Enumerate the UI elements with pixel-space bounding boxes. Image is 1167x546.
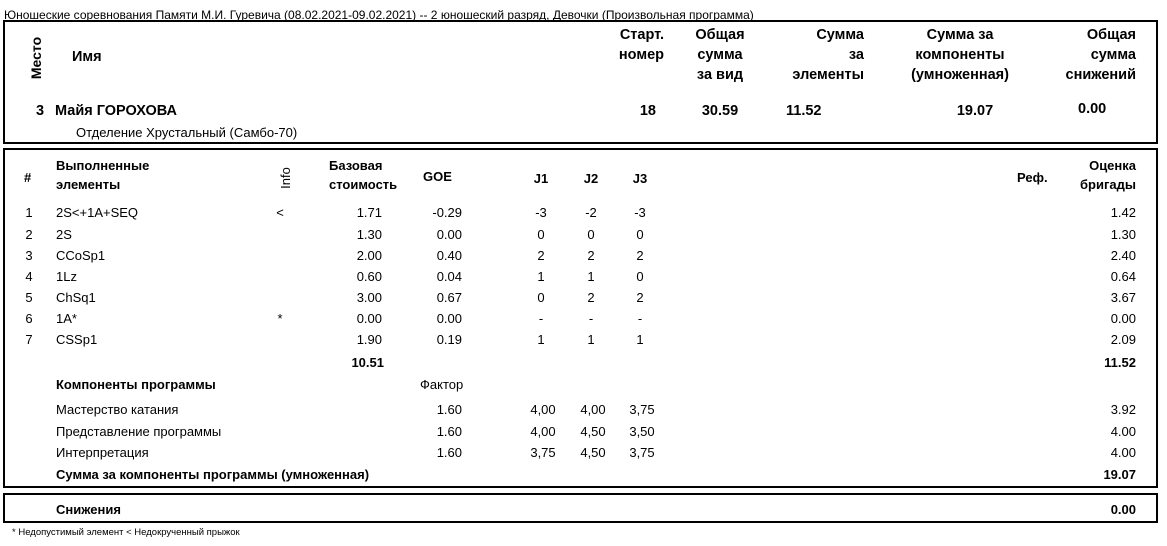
cell-j1: 2 [537, 248, 545, 263]
cell-n: 4 [25, 269, 33, 284]
col-base: Базовая стоимость [329, 158, 398, 192]
col-score: Оценка бригады [1080, 158, 1136, 192]
header-name: Имя [72, 49, 102, 65]
cell-score: 1.42 [1110, 205, 1136, 220]
header-components-sum: Сумма за компоненты (умноженная) [911, 27, 1009, 83]
cell-score: 3.67 [1110, 290, 1136, 305]
factor-label: Фактор [420, 377, 464, 392]
cell-el: 2S [56, 227, 72, 242]
component-cell-j1: 4,00 [530, 402, 556, 417]
skater-elements: 11.52 [786, 103, 822, 119]
skater-place: 3 [36, 103, 45, 119]
event-title: Юношеские соревнования Памяти М.И. Гуревича (08.02.2021-09.02.2021) -- 2 юношеский разряд, Девочки (Произвольная программа) [4, 8, 754, 22]
deductions-box [3, 493, 1158, 523]
col-ref: Реф. [1017, 170, 1048, 185]
cell-base: 2.00 [356, 248, 382, 263]
cell-j2: 1 [587, 269, 595, 284]
component-cell-j3: 3,50 [629, 424, 655, 439]
component-cell-j3: 3,75 [629, 402, 655, 417]
cell-el: ChSq1 [56, 290, 96, 305]
cell-j3: 0 [636, 269, 644, 284]
cell-j1: 1 [537, 269, 545, 284]
cell-score: 2.09 [1110, 332, 1136, 347]
cell-goe: 0.19 [436, 332, 462, 347]
components-total-label: Сумма за компоненты программы (умноженная) [56, 467, 370, 482]
deductions-value: 0.00 [1110, 502, 1136, 517]
component-cell-score: 4.00 [1110, 445, 1136, 460]
component-cell-j2: 4,50 [580, 445, 606, 460]
cell-n: 6 [25, 311, 33, 326]
component-cell-factor: 1.60 [436, 424, 462, 439]
component-cell-j2: 4,00 [580, 402, 606, 417]
cell-score: 2.40 [1110, 248, 1136, 263]
cell-el: CSSp1 [56, 332, 98, 347]
cell-j1: -3 [535, 205, 547, 220]
col-num: # [24, 170, 32, 185]
header-place: Место [28, 36, 44, 80]
component-cell-name: Интерпретация [56, 445, 149, 460]
cell-j2: 2 [587, 290, 595, 305]
cell-n: 5 [25, 290, 33, 305]
component-cell-name: Представление программы [56, 424, 222, 439]
skater-total: 30.59 [701, 103, 739, 119]
component-cell-j2: 4,50 [580, 424, 606, 439]
cell-j2: 1 [587, 332, 595, 347]
cell-score: 1.30 [1110, 227, 1136, 242]
cell-j3: - [637, 311, 643, 326]
skater-club: Отделение Хрустальный (Самбо-70) [76, 125, 298, 140]
cell-j3: 0 [636, 227, 644, 242]
cell-goe: 0.04 [436, 269, 462, 284]
cell-base: 3.00 [356, 290, 382, 305]
cell-goe: 0.00 [436, 311, 462, 326]
cell-goe: 0.40 [436, 248, 462, 263]
components-title: Компоненты программы [56, 377, 216, 392]
cell-el: 1Lz [56, 269, 77, 284]
component-cell-score: 4.00 [1110, 424, 1136, 439]
component-cell-score: 3.92 [1110, 402, 1136, 417]
cell-j3: 1 [636, 332, 644, 347]
skater-deductions: 0.00 [1078, 101, 1107, 117]
cell-goe: -0.29 [432, 205, 462, 220]
skater-name: Майя ГОРОХОВА [55, 103, 178, 119]
cell-j1: 1 [537, 332, 545, 347]
cell-base: 1.71 [356, 205, 382, 220]
cell-n: 2 [25, 227, 33, 242]
col-elements: Выполненные элементы [56, 158, 150, 192]
cell-base: 1.90 [356, 332, 382, 347]
cell-base: 0.00 [356, 311, 382, 326]
cell-j2: - [588, 311, 594, 326]
skater-components: 19.07 [956, 103, 994, 119]
cell-j3: 2 [636, 248, 644, 263]
component-cell-name: Мастерство катания [56, 402, 179, 417]
cell-j1: 0 [537, 290, 545, 305]
cell-el: 1A* [56, 311, 77, 326]
component-cell-factor: 1.60 [436, 445, 462, 460]
cell-info: * [277, 311, 283, 326]
cell-n: 7 [25, 332, 33, 347]
cell-j2: -2 [585, 205, 597, 220]
col-j1: J1 [533, 171, 549, 186]
cell-j2: 0 [587, 227, 595, 242]
deductions-label: Снижения [56, 502, 121, 517]
cell-goe: 0.00 [436, 227, 462, 242]
score-total: 11.52 [1104, 355, 1136, 370]
col-info: Info [278, 167, 293, 189]
cell-base: 1.30 [356, 227, 382, 242]
cell-score: 0.64 [1110, 269, 1136, 284]
component-cell-j1: 4,00 [530, 424, 556, 439]
col-goe: GOE [423, 169, 452, 184]
header-total: Общая сумма за вид [695, 27, 745, 83]
component-cell-j1: 3,75 [530, 445, 556, 460]
cell-base: 0.60 [356, 269, 382, 284]
component-cell-j3: 3,75 [629, 445, 655, 460]
cell-j3: -3 [634, 205, 646, 220]
cell-el: 2S<+1A+SEQ [56, 205, 139, 220]
cell-j3: 2 [636, 290, 644, 305]
cell-j2: 2 [587, 248, 595, 263]
header-deductions: Общая сумма снижений [1065, 27, 1136, 83]
component-cell-factor: 1.60 [436, 402, 462, 417]
components-total: 19.07 [1103, 467, 1136, 482]
cell-j1: 0 [537, 227, 545, 242]
cell-n: 1 [25, 205, 33, 220]
cell-score: 0.00 [1110, 311, 1136, 326]
cell-j1: - [538, 311, 544, 326]
col-j2: J2 [583, 171, 599, 186]
header-start-no: Старт. номер [618, 27, 664, 63]
base-total: 10.51 [351, 355, 384, 370]
header-elements-sum: Сумма за элементы [792, 27, 864, 83]
cell-n: 3 [25, 248, 33, 263]
skater-start-no: 18 [639, 103, 656, 119]
footnote: * Недопустимый элемент < Недокрученный прыжок [12, 527, 240, 538]
cell-goe: 0.67 [436, 290, 462, 305]
col-j3: J3 [632, 171, 648, 186]
cell-el: CCoSp1 [56, 248, 106, 263]
cell-info: < [276, 205, 284, 220]
